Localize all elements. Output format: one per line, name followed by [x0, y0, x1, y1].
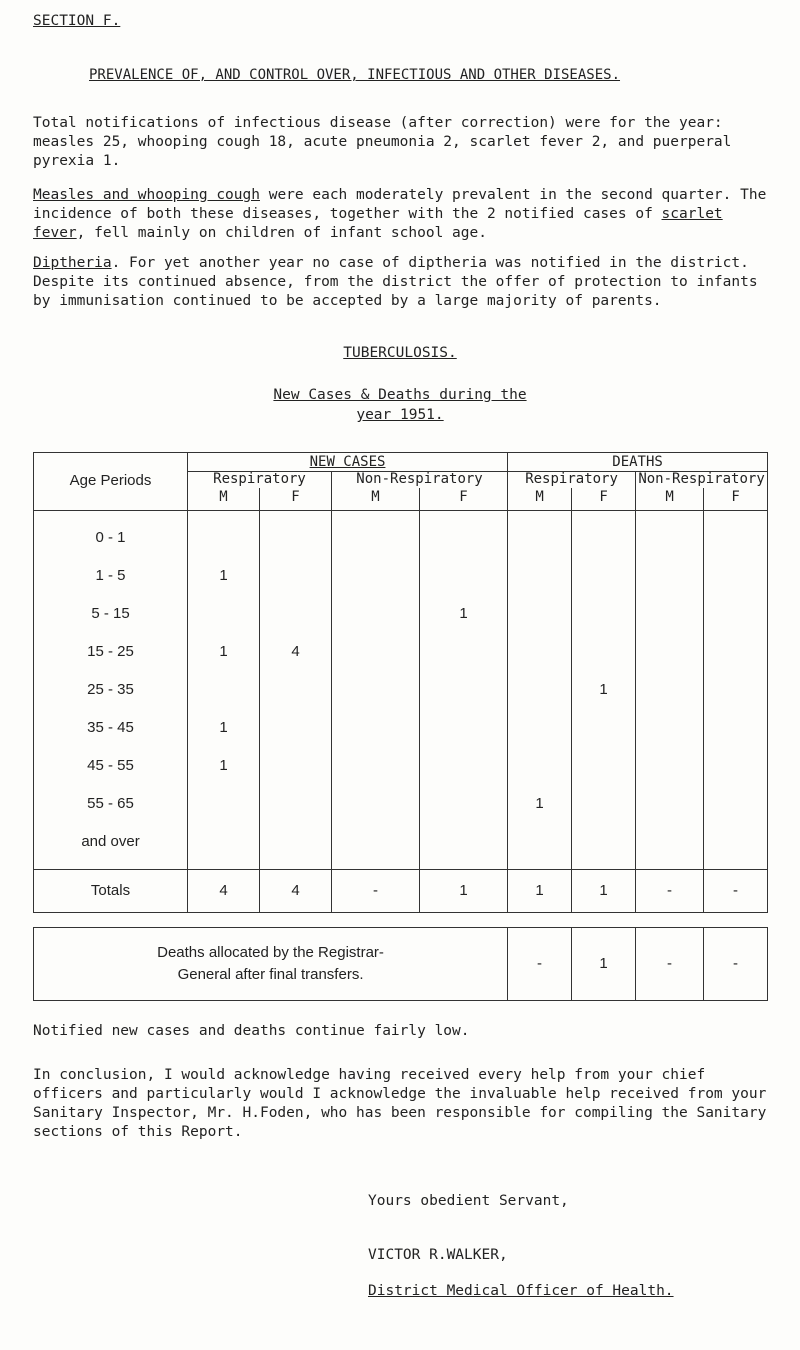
para-total-notifications: Total notifications of infectious disease (after correction) were for the year: measles 25, whooping cough 18, acute pneumonia 2, scarlet fever 2, and puerperal pyrexia 1.: [33, 115, 732, 169]
case-count-cell: [508, 755, 571, 793]
case-count-cell: [704, 717, 767, 755]
case-count-cell: [188, 679, 259, 717]
signatory: VICTOR R.WALKER,: [368, 1247, 508, 1263]
total-cell: -: [636, 870, 704, 913]
age-period-label: 1 - 5: [95, 567, 126, 585]
case-count-cell: [260, 527, 331, 565]
case-count-cell: [636, 641, 703, 679]
case-count-cell: [332, 527, 419, 565]
measles-scarlet-fever: scarlet fever: [33, 205, 723, 241]
tb-subheading-1: New Cases & Deaths during the: [273, 387, 527, 403]
case-count-cell: [420, 793, 507, 831]
case-count-cell: [420, 831, 507, 869]
diptheria-lead: Diptheria: [33, 255, 112, 271]
case-count-cell: [420, 565, 507, 603]
diptheria-text: . For yet another year no case of diptheria was notified in the district. Despite its continued absence, from the district the offer of protection to infants by immunisation continued to be accepted by a large majority of parents.: [33, 255, 758, 309]
case-count-cell: [636, 793, 703, 831]
case-count-cell: [420, 679, 507, 717]
case-count-cell: [508, 641, 571, 679]
alloc-cell: 1: [572, 928, 636, 1001]
case-count-cell: [420, 755, 507, 793]
case-count-cell: [572, 603, 635, 641]
case-count-cell: [260, 831, 331, 869]
case-count-cell: [508, 603, 571, 641]
case-count-cell: [572, 527, 635, 565]
case-count-cell: [332, 603, 419, 641]
header-m: M: [332, 488, 420, 511]
col-death-nonresp-m: [636, 511, 704, 870]
case-count-cell: [332, 755, 419, 793]
case-count-cell: [636, 527, 703, 565]
case-count-cell: [636, 565, 703, 603]
para-continue-low: Notified new cases and deaths continue fairly low.: [33, 1023, 470, 1039]
totals-label: Totals: [34, 870, 188, 913]
tb-heading: TUBERCULOSIS.: [343, 345, 457, 361]
case-count-cell: [420, 527, 507, 565]
alloc-cell: -: [704, 928, 768, 1001]
header-f: F: [260, 488, 332, 511]
closing: Yours obedient Servant,: [368, 1193, 569, 1209]
para-diptheria: [33, 254, 783, 311]
allocated-deaths-label: Deaths allocated by the Registrar- General after final transfers.: [34, 928, 508, 1001]
case-count-cell: [188, 793, 259, 831]
col-death-nonresp-f: [704, 511, 768, 870]
case-count-cell: [704, 565, 767, 603]
case-count-cell: 1: [219, 567, 228, 585]
case-count-cell: 1: [599, 681, 608, 699]
case-count-cell: [188, 603, 259, 641]
case-count-cell: [572, 565, 635, 603]
total-cell: -: [332, 870, 420, 913]
case-count-cell: [508, 679, 571, 717]
col-death-resp-m: [508, 511, 572, 870]
case-count-cell: [704, 679, 767, 717]
case-count-cell: [332, 831, 419, 869]
case-count-cell: [704, 831, 767, 869]
case-count-cell: [636, 603, 703, 641]
tb-subheading-2: year 1951.: [356, 407, 444, 423]
header-f: F: [572, 488, 636, 511]
header-f: F: [704, 488, 768, 511]
death-resp-header: Respiratory: [508, 472, 636, 489]
case-count-cell: [332, 717, 419, 755]
signatory-title: District Medical Officer of Health.: [368, 1283, 674, 1299]
case-count-cell: [704, 527, 767, 565]
case-count-cell: [572, 831, 635, 869]
new-cases-header: NEW CASES: [188, 453, 508, 472]
age-periods-header: Age Periods: [34, 453, 188, 511]
case-count-cell: [260, 755, 331, 793]
case-count-cell: [704, 755, 767, 793]
case-count-cell: [636, 717, 703, 755]
tuberculosis-table: [33, 452, 767, 1001]
measles-lead: Measles and whooping cough: [33, 187, 260, 203]
case-count-cell: [332, 793, 419, 831]
case-count-cell: [572, 717, 635, 755]
age-period-label: 25 - 35: [87, 681, 134, 699]
total-cell: 4: [260, 870, 332, 913]
col-new-resp-m: [188, 511, 260, 870]
case-count-cell: 1: [219, 719, 228, 737]
case-count-cell: 4: [291, 643, 300, 661]
age-period-label: 45 - 55: [87, 757, 134, 775]
case-count-cell: [332, 565, 419, 603]
case-count-cell: [332, 641, 419, 679]
measles-text-1: were each moderately prevalent in the second quarter. The incidence of both these diseases, together with the 2 notified cases of: [33, 187, 767, 222]
case-count-cell: 1: [535, 795, 544, 813]
total-cell: 4: [188, 870, 260, 913]
case-count-cell: [636, 755, 703, 793]
age-period-label: and over: [81, 833, 140, 851]
case-count-cell: 1: [459, 605, 468, 623]
case-count-cell: [572, 793, 635, 831]
case-count-cell: [572, 641, 635, 679]
measles-text-2: , fell mainly on children of infant school age.: [76, 224, 487, 241]
case-count-cell: [420, 641, 507, 679]
total-cell: 1: [508, 870, 572, 913]
case-count-cell: 1: [219, 643, 228, 661]
case-count-cell: [260, 565, 331, 603]
col-new-resp-f: [260, 511, 332, 870]
age-periods-column: [34, 511, 188, 870]
section-heading: SECTION F.: [33, 13, 121, 29]
case-count-cell: [260, 717, 331, 755]
header-f: F: [420, 488, 508, 511]
header-m: M: [188, 488, 260, 511]
case-count-cell: [636, 679, 703, 717]
case-count-cell: [636, 831, 703, 869]
deaths-header: DEATHS: [508, 453, 768, 472]
age-period-label: 5 - 15: [91, 605, 130, 623]
col-new-nonresp-f: [420, 511, 508, 870]
case-count-cell: [260, 603, 331, 641]
total-cell: -: [704, 870, 768, 913]
new-nonresp-header: Non-Respiratory: [332, 472, 508, 489]
age-period-label: 15 - 25: [87, 643, 134, 661]
case-count-cell: [508, 565, 571, 603]
header-m: M: [636, 488, 704, 511]
page-title: PREVALENCE OF, AND CONTROL OVER, INFECTIOUS AND OTHER DISEASES.: [89, 67, 621, 83]
age-period-label: 0 - 1: [95, 529, 126, 547]
header-m: M: [508, 488, 572, 511]
total-cell: 1: [572, 870, 636, 913]
col-new-nonresp-m: [332, 511, 420, 870]
alloc-cell: -: [508, 928, 572, 1001]
alloc-cell: -: [636, 928, 704, 1001]
age-period-label: 35 - 45: [87, 719, 134, 737]
para-conclusion: In conclusion, I would acknowledge having received every help from your chief officers and particularly would I acknowledge the invaluable help received from your Sanitary Inspector, Mr. H.Foden, who has been responsible for compiling the Sanitary sections of this Report.: [33, 1067, 767, 1140]
case-count-cell: [704, 641, 767, 679]
death-nonresp-header: Non-Respiratory: [636, 472, 768, 489]
case-count-cell: [572, 755, 635, 793]
age-period-label: 55 - 65: [87, 795, 134, 813]
case-count-cell: [260, 793, 331, 831]
case-count-cell: [332, 679, 419, 717]
case-count-cell: [508, 717, 571, 755]
case-count-cell: [420, 717, 507, 755]
new-resp-header: Respiratory: [188, 472, 332, 489]
case-count-cell: [508, 831, 571, 869]
para-measles: [33, 186, 773, 243]
case-count-cell: [508, 527, 571, 565]
case-count-cell: [260, 679, 331, 717]
case-count-cell: [188, 527, 259, 565]
case-count-cell: 1: [219, 757, 228, 775]
case-count-cell: [704, 793, 767, 831]
total-cell: 1: [420, 870, 508, 913]
col-death-resp-f: [572, 511, 636, 870]
case-count-cell: [188, 831, 259, 869]
case-count-cell: [704, 603, 767, 641]
